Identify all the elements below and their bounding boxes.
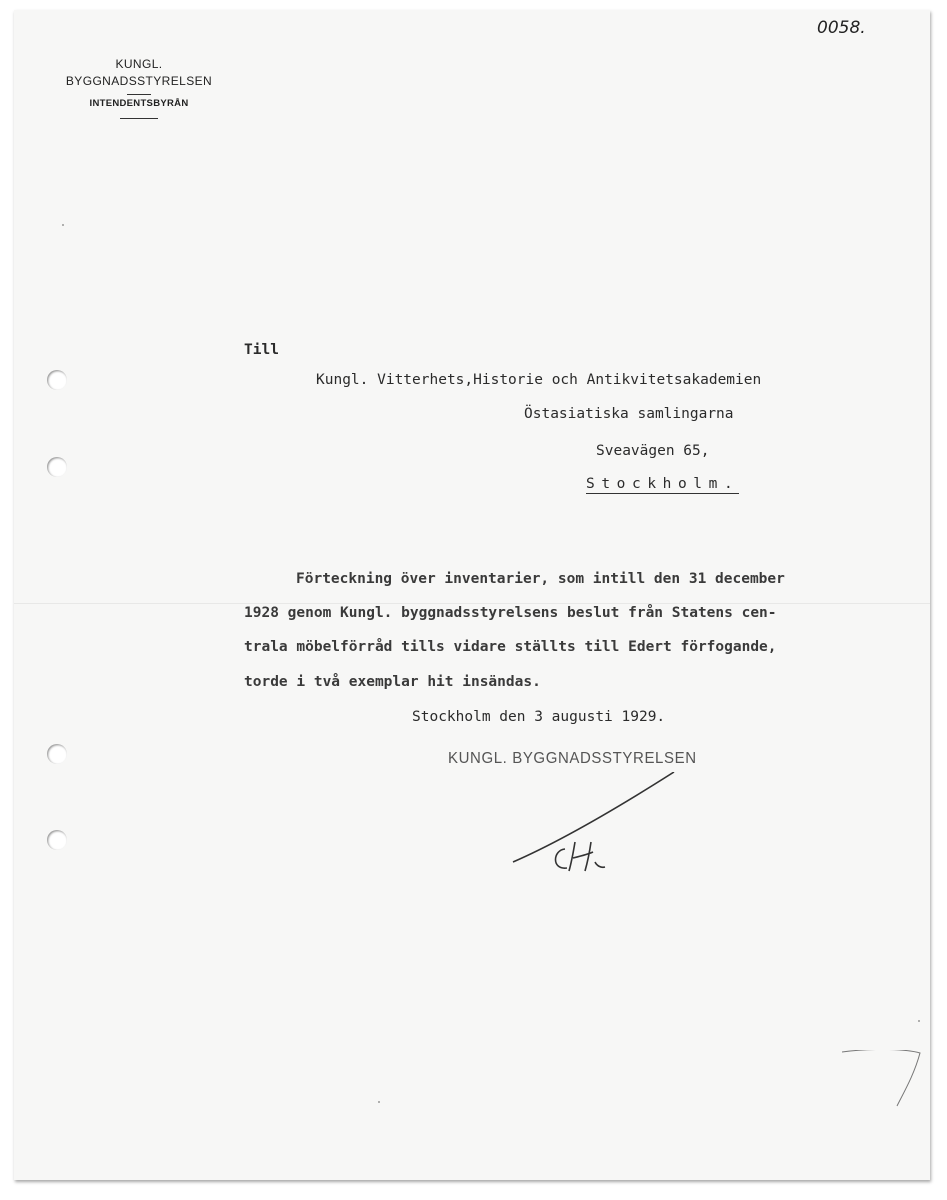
organization-stamp: KUNGL. BYGGNADSSTYRELSEN: [448, 749, 697, 768]
recipient-city: Stockholm.: [586, 476, 740, 492]
punch-hole: [47, 457, 67, 477]
recipient-line2: Östasiatiska samlingarna: [524, 406, 734, 422]
body-line1: Förteckning över inventarier, som intill den 31 december: [296, 571, 785, 587]
paper-speck: [918, 1020, 920, 1022]
punch-hole: [47, 370, 67, 390]
letterhead-department: INTENDENTSBYRÅN: [89, 98, 189, 109]
fold-line: [14, 603, 930, 604]
body-line4: torde i två exemplar hit insändas.: [244, 674, 541, 690]
punch-hole: [47, 830, 67, 850]
recipient-line3: Sveavägen 65,: [596, 443, 710, 459]
dateline: Stockholm den 3 augusti 1929.: [412, 709, 666, 725]
letter-sheet: [14, 10, 930, 1180]
signature: [509, 772, 679, 882]
punch-hole: [47, 744, 67, 764]
letterhead-rule: [127, 94, 151, 95]
pencil-mark: [842, 1050, 922, 1110]
body-line3: trala möbelförråd tills vidare ställts till Edert förfogande,: [244, 639, 777, 655]
letterhead-rule: [120, 118, 158, 119]
recipient-line1: Kungl. Vitterhets,Historie och Antikvitetsakademien: [316, 372, 762, 388]
letterhead-line2: BYGGNADSSTYRELSEN: [65, 74, 213, 88]
salutation: Till: [244, 342, 279, 358]
paper-speck: [378, 1101, 380, 1103]
archive-number: 0058.: [817, 18, 866, 38]
paper-speck: [62, 224, 64, 226]
body-line2: 1928 genom Kungl. byggnadsstyrelsens beslut från Statens cen-: [244, 605, 777, 621]
letterhead: [58, 56, 220, 119]
letterhead-line1: KUNGL.: [115, 57, 163, 71]
